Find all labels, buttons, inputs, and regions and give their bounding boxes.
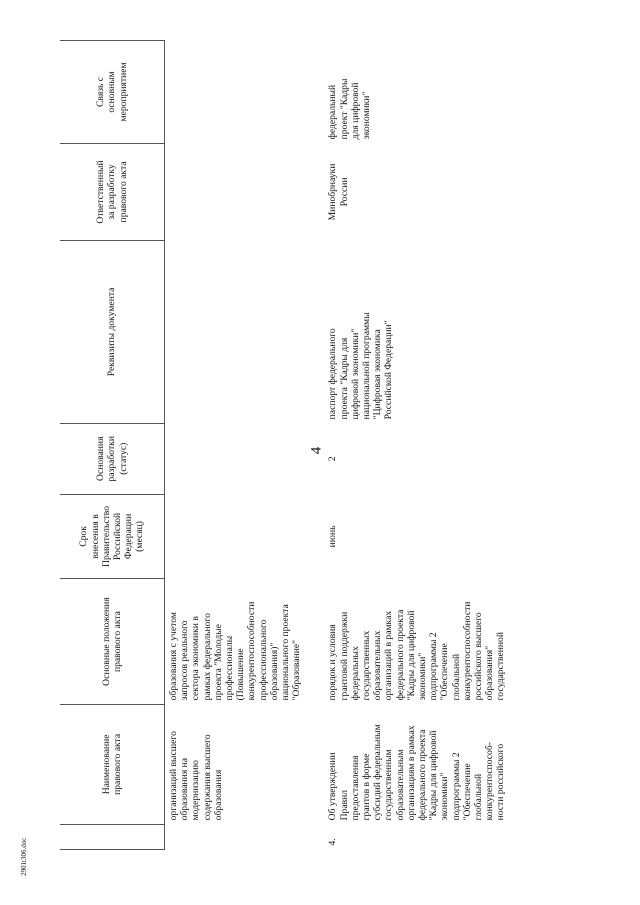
footer-file-code: 2901t306.doc (20, 837, 28, 876)
table-row (165, 41, 306, 850)
rotated-table-container (60, 40, 620, 850)
header-link: Связь с основным мероприятием (60, 41, 165, 144)
table-header-row (60, 41, 165, 850)
cell-basis (165, 423, 306, 494)
page-number: 4 (308, 446, 325, 455)
header-responsible: Ответственный за разработку правового акта (60, 143, 165, 240)
header-num (60, 824, 165, 849)
cell-link: федеральный проект "Кадры для цифровой экономики" (327, 78, 373, 140)
cell-term (165, 494, 306, 579)
legal-acts-table (60, 40, 510, 850)
header-name: Наименование правового акта (60, 704, 165, 824)
table-row (305, 41, 509, 850)
cell-responsible (165, 143, 306, 240)
cell-num (165, 824, 306, 849)
header-requisites: Реквизиты документа (60, 241, 165, 424)
cell-requisites: паспорт федерального проекта "Кадры для цифровой экономики" национальной программы "Цифровая экономика Российской Федерации" (327, 312, 395, 420)
cell-provisions: порядок и условия грантовой поддержки федеральных государственных образовательных организаций в рамках федерального проекта "Кадры для цифровой экономики" подпрограммы 2 "Обеспечение глобальной конкурентоспособности российского высшего образования" государственной (327, 601, 507, 701)
cell-term: июнь (327, 525, 339, 548)
cell-name: организаций высшего образования на модернизацию содержания высшего образования (168, 731, 224, 821)
cell-name: Об утверждении Правил предоставления грантов в форме субсидий федеральным государственным образовательным организациям в рамках федерального проекта "Кадры для цифровой экономики" подпрограммы 2 "Обеспечение глобальной конкурентоспособ- ности российского (327, 724, 507, 821)
cell-link (165, 41, 306, 144)
cell-basis: 2 (327, 456, 339, 462)
cell-num: 4. (327, 838, 339, 846)
cell-provisions: образования с учетом запросов реального сектора экономики в рамках федерального проекта "Молодые профессионалы (Повышение конкурентоспособности профессионального образования)" национального проекта "Образование" (168, 601, 303, 701)
header-provisions: Основные положения правового акта (60, 579, 165, 705)
header-basis: Основания разработки (статус) (60, 423, 165, 494)
cell-responsible: Минобрнауки России (327, 163, 350, 221)
header-term: Срок внесения в Правительство Российской Федерации (месяц) (60, 494, 165, 579)
cell-requisites (165, 241, 306, 424)
